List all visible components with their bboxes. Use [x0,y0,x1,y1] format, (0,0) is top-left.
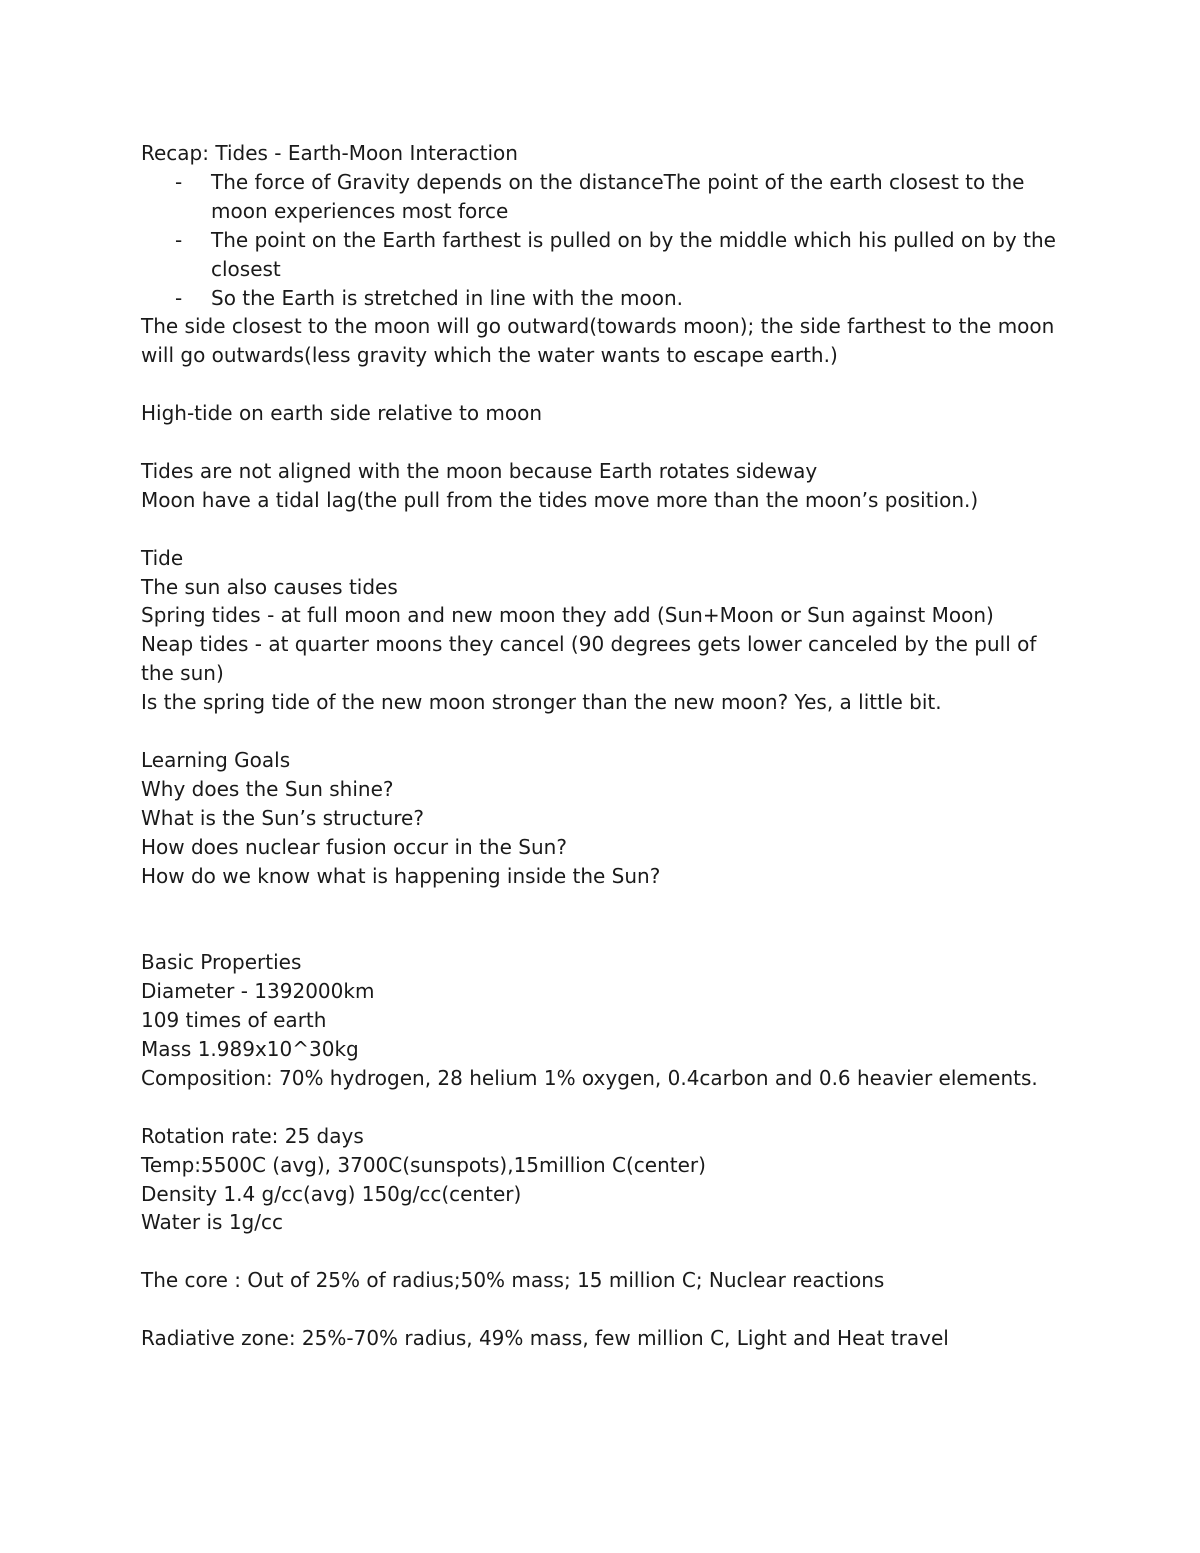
spacer [141,515,1071,544]
core-line: The core : Out of 25% of radius;50% mass; 15 million C; Nuclear reactions [141,1268,885,1293]
spacer [141,1237,1071,1266]
recap-bullet-list [141,168,1071,313]
neap-tides-line: Neap tides - at quarter moons they cancel (90 degrees gets lower canceled by the pull of the sun) [141,632,1037,686]
learning-goals-heading: Learning Goals [141,747,291,772]
spacer [141,428,1071,457]
spacer [141,919,1071,948]
spring-tides-line: Spring tides - at full moon and new moon they add (Sun+Moon or Sun against Moon) [141,603,994,628]
tide-heading: Tide [141,545,184,570]
spacer [141,717,1071,746]
rotation-line: Rotation rate: 25 days [141,1123,364,1148]
recap-paragraph: The side closest to the moon will go outward(towards moon); the side farthest to the moon will go outwards(less gravity which the water wants to escape earth.) [141,314,1055,368]
bullet-dash: - [175,169,183,194]
goal-item: How do we know what is happening inside the Sun? [141,863,661,888]
diameter-line: Diameter - 1392000km [141,979,375,1004]
spacer [141,1295,1071,1324]
bullet-dash: - [175,285,183,310]
density-line: Density 1.4 g/cc(avg) 150g/cc(center) [141,1181,522,1206]
goal-item: Why does the Sun shine? [141,776,394,801]
goal-item: What is the Sun’s structure? [141,805,424,830]
recap-title: Recap: Tides - Earth-Moon Interaction [141,141,518,165]
times-earth-line: 109 times of earth [141,1008,327,1033]
spacer [141,1093,1071,1122]
temperature-line: Temp:5500C (avg), 3700C(sunspots),15million C(center) [141,1152,706,1177]
spacer [141,891,1071,920]
list-item [141,168,1071,226]
composition-line: Composition: 70% hydrogen, 28 helium 1% oxygen, 0.4carbon and 0.6 heavier elements. [141,1065,1038,1090]
tidal-lag-line: Moon have a tidal lag(the pull from the tides move more than the moon’s position.) [141,487,979,512]
list-item [141,284,1071,313]
spring-tide-question: Is the spring tide of the new moon stronger than the new moon? Yes, a little bit. [141,690,942,715]
bullet-dash: - [175,227,183,252]
water-density-line: Water is 1g/cc [141,1210,283,1235]
mass-line: Mass 1.989x10^30kg [141,1037,359,1061]
document-page [141,139,1071,1353]
tides-alignment-line: Tides are not aligned with the moon because Earth rotates sideway [141,458,818,483]
bullet-text: The point on the Earth farthest is pulled on by the middle which his pulled on by the closest [211,227,1056,281]
bullet-text: So the Earth is stretched in line with the moon. [211,285,684,310]
sun-tides-line: The sun also causes tides [141,574,398,599]
bullet-text: The force of Gravity depends on the distanceThe point of the earth closest to the moon experiences most force [211,169,1025,223]
spacer [141,370,1071,399]
basic-properties-heading: Basic Properties [141,950,302,975]
goal-item: How does nuclear fusion occur in the Sun? [141,834,567,859]
list-item [141,226,1071,284]
radiative-zone-line: Radiative zone: 25%-70% radius, 49% mass, few million C, Light and Heat travel [141,1326,949,1351]
high-tide-line: High-tide on earth side relative to moon [141,401,543,426]
